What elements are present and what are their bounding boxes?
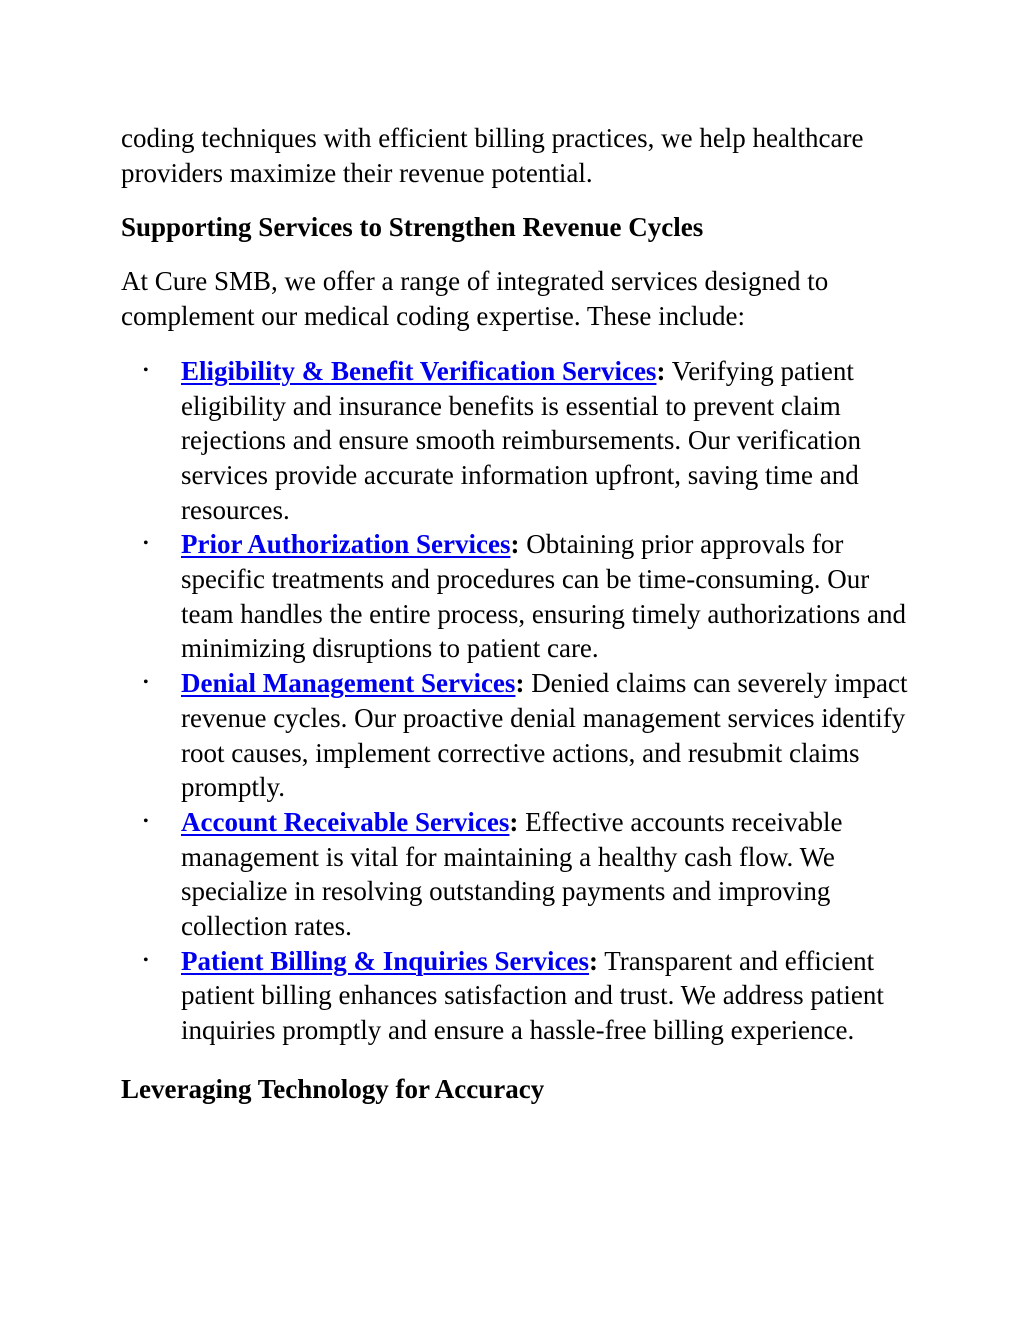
supporting-services-heading: Supporting Services to Strengthen Revenue Cycles (121, 212, 704, 243)
item-description: Effective accounts receivable management is vital for maintaining a healthy cash flow. We specialize in resolving outstanding payments and improving collection rates. (181, 806, 843, 942)
bullet-icon: • (143, 535, 149, 553)
prior-authorization-link[interactable]: Prior Authorization Services (181, 529, 511, 560)
item-colon: : (656, 355, 666, 386)
eligibility-verification-link[interactable]: Eligibility & Benefit Verification Services (181, 355, 657, 386)
item-description: Verifying patient eligibility and insurance benefits is essential to prevent claim rejections and ensure smooth reimbursements. Our verification services provide accurate information upfront, saving time and resources. (181, 355, 862, 525)
list-item-eligibility-verification (121, 354, 911, 528)
document-page (121, 121, 911, 1106)
list-item-prior-authorization (121, 527, 911, 666)
bullet-icon: • (143, 361, 149, 379)
technology-heading: Leveraging Technology for Accuracy (121, 1073, 545, 1104)
item-description: Obtaining prior approvals for specific treatments and procedures can be time-consuming. Our team handles the entire process, ensuring timely authorizations and minimizing disruptions to patient care. (181, 529, 907, 664)
denial-management-link[interactable]: Denial Management Services (181, 668, 516, 699)
item-description: Transparent and efficient patient billing enhances satisfaction and trust. We address patient inquiries promptly and ensure a hassle-free billing experience. (181, 945, 884, 1046)
list-item-denial-management (121, 666, 911, 805)
services-list (121, 354, 911, 1048)
item-colon: : (589, 945, 598, 976)
item-description: Denied claims can severely impact revenue cycles. Our proactive denial management services identify root causes, implement corrective actions, and resubmit claims promptly. (181, 668, 908, 803)
bullet-icon: • (143, 812, 149, 830)
patient-billing-link[interactable]: Patient Billing & Inquiries Services (181, 945, 589, 976)
bullet-icon: • (143, 674, 149, 692)
intro-paragraph: coding techniques with efficient billing practices, we help healthcare providers maximize their revenue potential. (121, 123, 864, 188)
supporting-services-paragraph: At Cure SMB, we offer a range of integrated services designed to complement our medical coding expertise. These include: (121, 266, 829, 332)
list-item-patient-billing (121, 944, 911, 1048)
item-colon: : (510, 529, 520, 560)
item-colon: : (515, 668, 525, 699)
list-item-account-receivable (121, 805, 911, 944)
bullet-icon: • (143, 951, 149, 969)
item-colon: : (509, 806, 519, 837)
account-receivable-link[interactable]: Account Receivable Services (181, 806, 510, 837)
